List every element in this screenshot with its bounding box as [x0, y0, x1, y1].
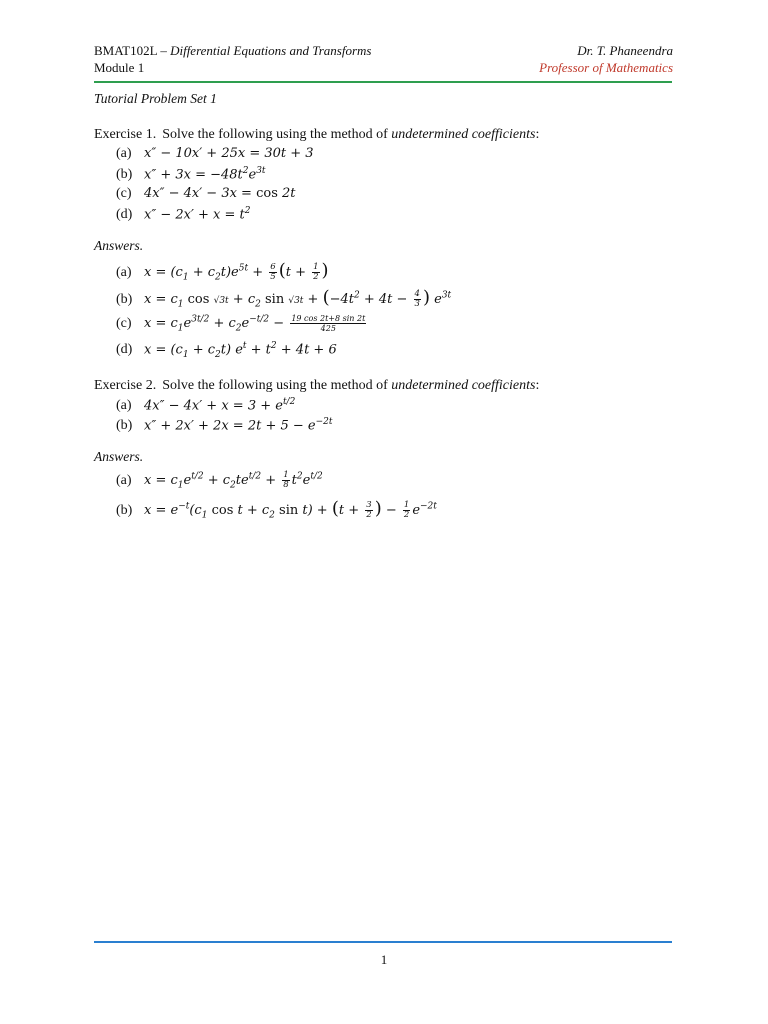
header-right [539, 42, 673, 76]
exercise-1-answer-list [116, 260, 451, 363]
answer-item: (c) $x = c_1e^{3t/2} + c_2e^{-t/2}$ − $\frac{19 \cos 2t+8 \sin 2t}{425}$ [116, 314, 366, 334]
answer-item: (a) $x = (c_1 + c_2t)e^{5t}$ + $\frac{6}{5}$ (t + $\frac{1}{2}$ ) [116, 260, 329, 283]
answer-item: (b) $x = e^{-t}(c_1$ $\cos t + c_2$ sin t) + (t + $\frac{3}{2}$ ) − $\frac{1}{2}$ $e^{-2t}$ [116, 498, 437, 521]
footer-rule [94, 941, 672, 943]
exercise-1-heading [94, 127, 539, 143]
header-left [94, 42, 371, 76]
exercise-1-problems [116, 146, 539, 226]
answers-label: Answers. [94, 238, 144, 253]
exercise-2-instruction: Solve the following using the method of undetermined coefficients: [162, 378, 540, 393]
exercise-2-answers [94, 449, 437, 525]
header-rule [94, 81, 672, 83]
answer-item: (b) $x = c_1$ $\cos √3t + c_2$ $\sin √3t + (-4t^2 + 4t$ − $\frac{4}{3}$ ) $e^{3t}$ [116, 287, 452, 310]
author-role: Professor of Mathematics [539, 60, 673, 75]
page-number: 1 [380, 952, 388, 967]
exercise-2-answer-list [116, 471, 437, 525]
exercise-1-label: Exercise 1. [94, 127, 157, 142]
course-line: BMAT102L – Differential Equations and Transforms [94, 43, 372, 58]
exercise-1-instruction: Solve the following using the method of undetermined coefficients: [162, 127, 540, 142]
exercise-2-heading [94, 378, 539, 394]
answers-label: Answers. [94, 449, 144, 464]
answer-item: (a) $x = c_1e^{t/2} + c_2te^{t/2}$ + $\frac{1}{8}$ $t^2e^{t/2}$ [116, 470, 323, 491]
problem-item: (c) 4x″ − 4x′ − 3x = cos 2t [116, 186, 296, 201]
problem-item: (d) $x'' - 2x' + x = t^2$ [116, 206, 251, 223]
answer-item: (d) $x = (c_1 + c_2t) e^t + t^2 + 4t + 6$ [116, 341, 337, 360]
exercise-2-problems [116, 397, 539, 437]
course-title: Differential Equations and Transforms [170, 43, 372, 58]
problem-item: (a) x″ − 10x′ + 25x = 30t + 3 [116, 146, 314, 161]
problem-item: (b) $x'' + 2x' + 2x = 2t + 5 - e^{-2t}$ [116, 417, 333, 434]
exercise-1-answers [94, 238, 451, 363]
author-name: Dr. T. Phaneendra [577, 43, 673, 58]
problem-item: (a) $4x'' - 4x' + x = 3 + e^{t/2}$ [116, 397, 296, 414]
module-label: Module 1 [94, 60, 145, 75]
exercise-1 [94, 127, 539, 226]
exercise-2 [94, 378, 539, 437]
problem-item: (b) $x'' + 3x = -48t^2e^{3t}$ [116, 166, 266, 183]
course-code: BMAT102L [94, 43, 158, 58]
set-title: Tutorial Problem Set 1 [94, 91, 217, 106]
exercise-2-label: Exercise 2. [94, 378, 157, 393]
